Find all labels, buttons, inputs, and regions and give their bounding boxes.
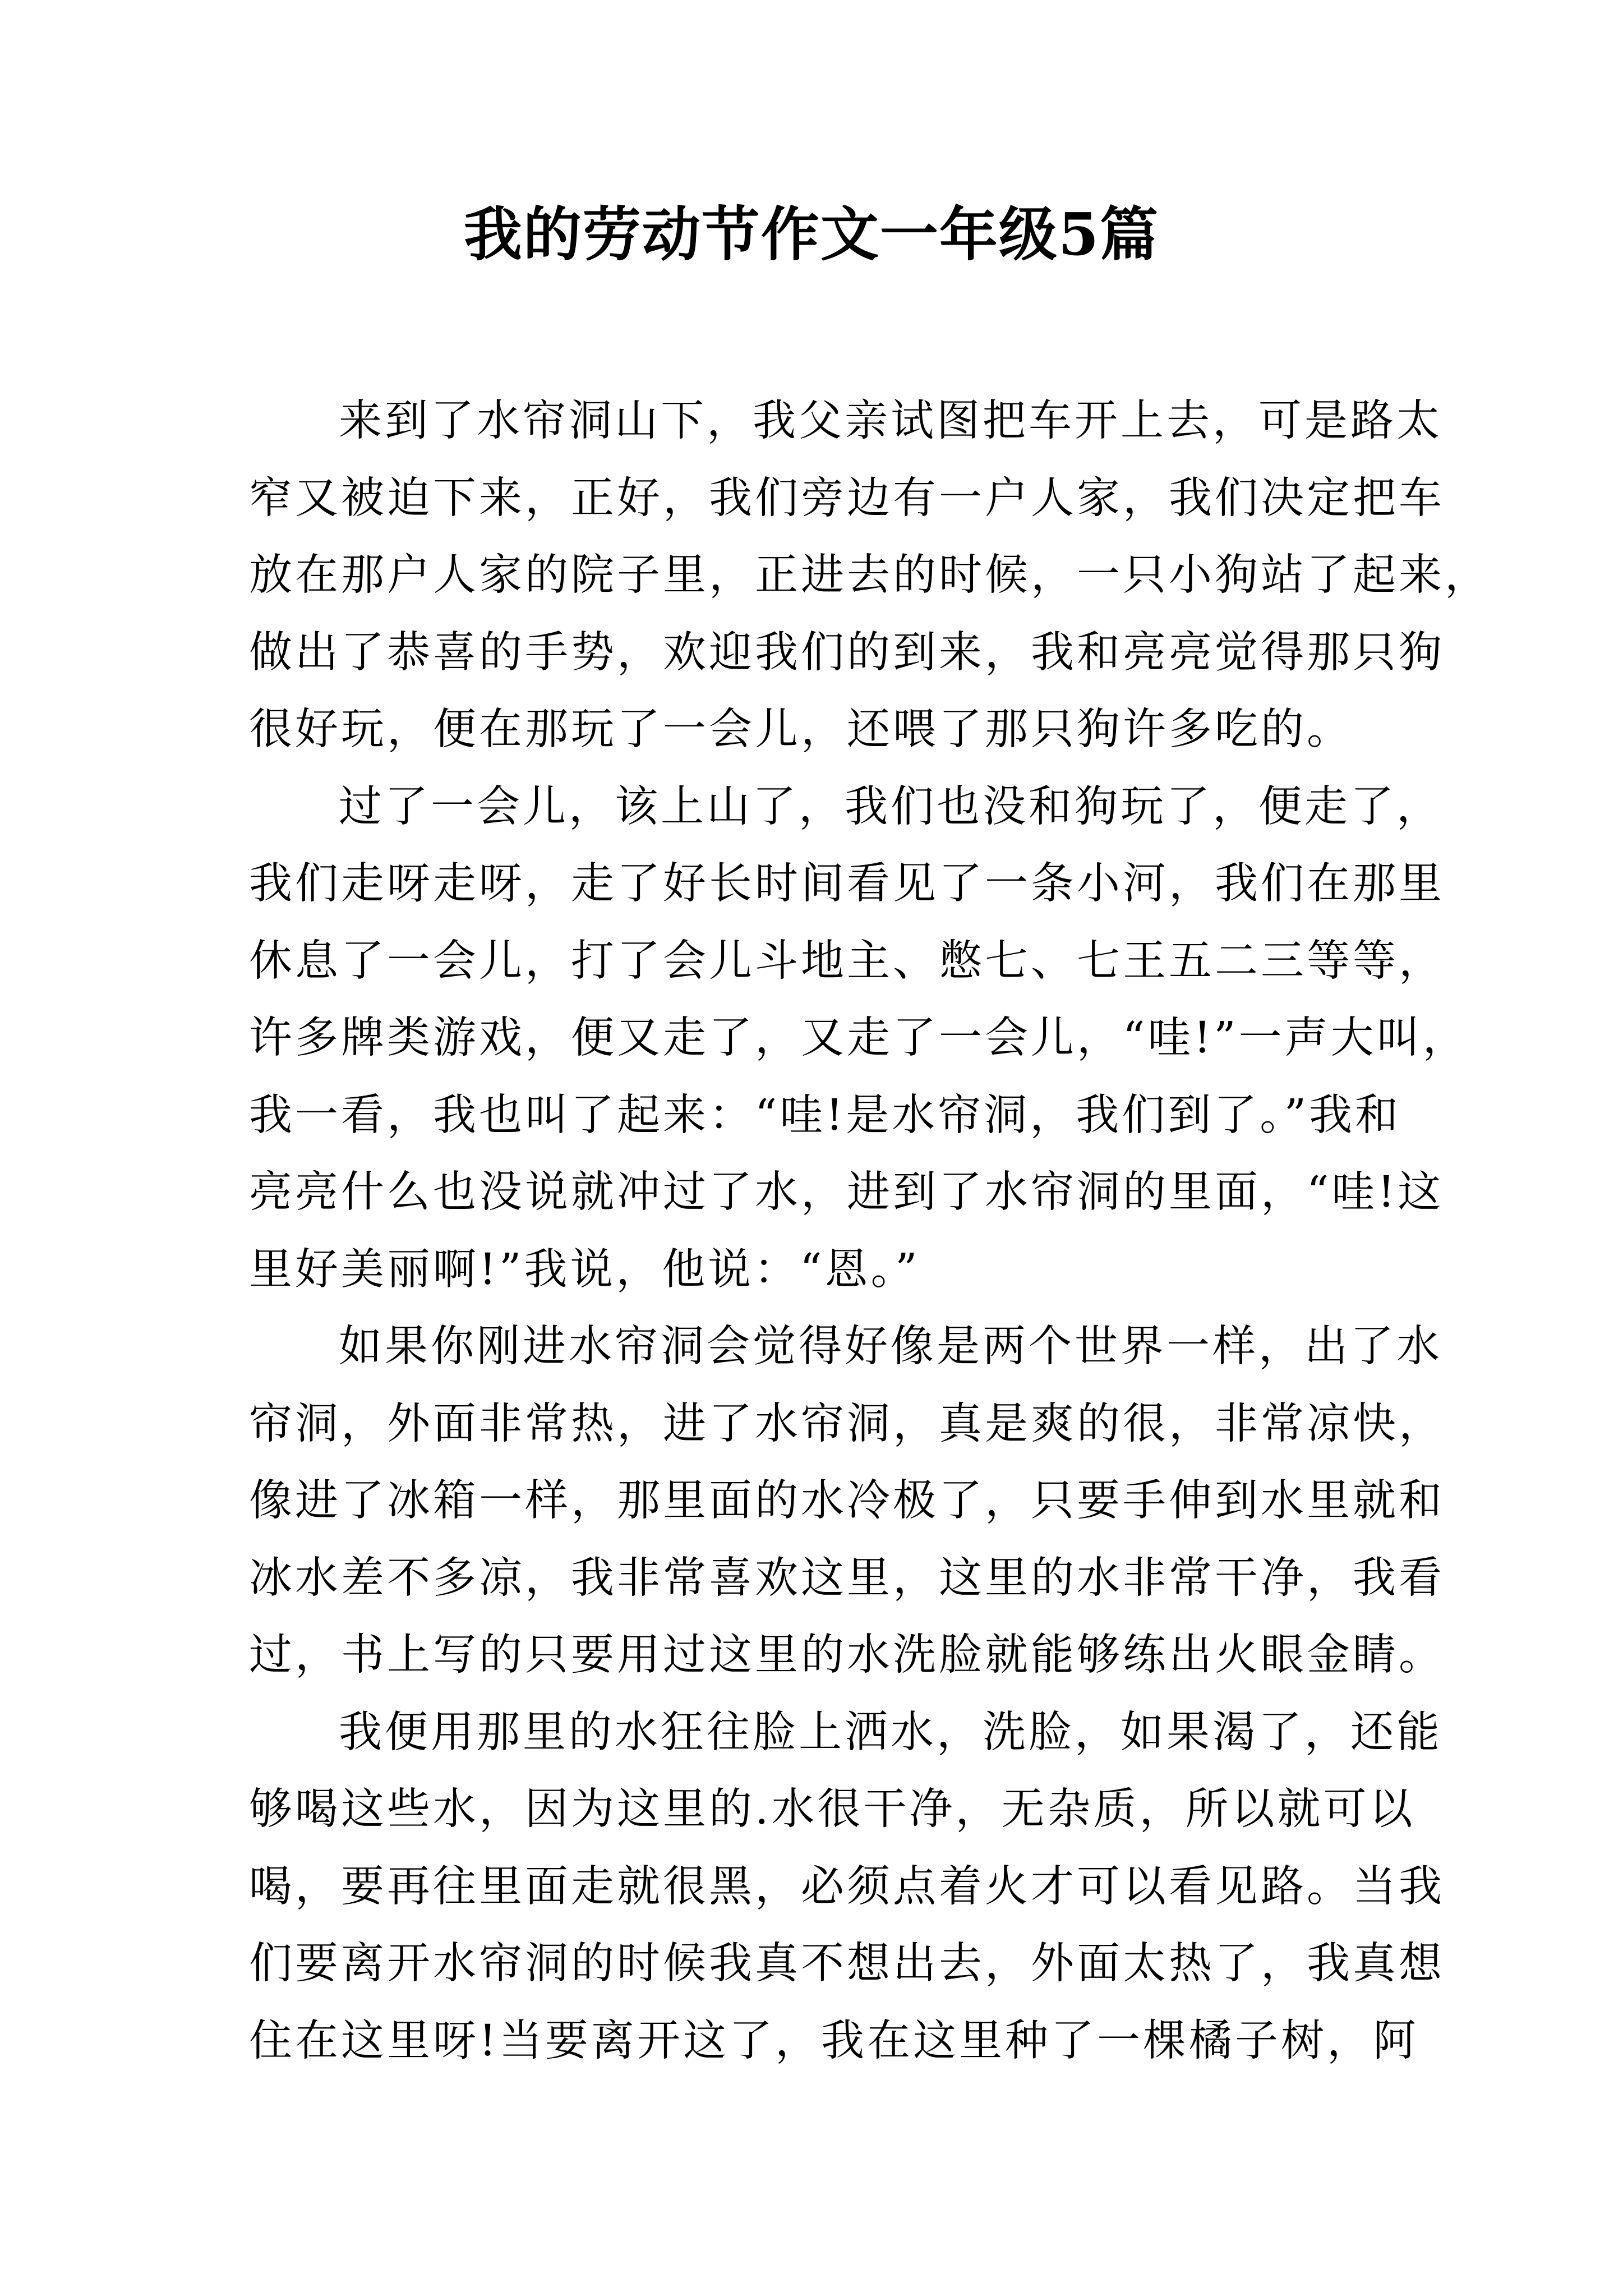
paragraph-line: 够喝这些水，因为这里的.水很干净，无杂质，所以就可以 [249, 1784, 1415, 1834]
paragraph-line: 里好美丽啊!”我说，他说：“恩。” [249, 1244, 920, 1295]
paragraph-line: 我便用那里的水狂往脸上洒水，洗脸，如果渴了，还能 [339, 1707, 1442, 1757]
paragraph-line: 许多牌类游戏，便又走了，又走了一会儿，“哇!”一声大叫， [249, 1013, 1469, 1063]
document-title: 我的劳动节作文一年级5篇 [463, 200, 1160, 269]
paragraph-line: 来到了水帘洞山下，我父亲试图把车开上去，可是路太 [339, 396, 1442, 446]
paragraph-line: 冰水差不多凉，我非常喜欢这里，这里的水非常干净，我看 [249, 1553, 1445, 1603]
paragraph-line: 像进了冰箱一样，那里面的水冷极了，只要手伸到水里就和 [249, 1476, 1445, 1526]
paragraph-line: 我们走呀走呀，走了好长时间看见了一条小河，我们在那里 [249, 859, 1445, 909]
paragraph-line: 过，书上写的只要用过这里的水洗脸就能够练出火眼金睛。 [249, 1630, 1445, 1680]
paragraph-line: 们要离开水帘洞的时候我真不想出去，外面太热了，我真想 [249, 1939, 1445, 1989]
paragraph-line: 休息了一会儿，打了会儿斗地主、憋七、七王五二三等等， [249, 936, 1445, 986]
paragraph-line: 我一看，我也叫了起来：“哇!是水帘洞，我们到了。”我和 [249, 1090, 1401, 1140]
paragraph-line: 做出了恭喜的手势，欢迎我们的到来，我和亮亮觉得那只狗 [249, 627, 1445, 678]
paragraph-line: 亮亮什么也没说就冲过了水，进到了水帘洞的里面，“哇!这 [249, 1167, 1444, 1217]
paragraph-line: 喝，要再往里面走就很黑，必须点着火才可以看见路。当我 [249, 1861, 1445, 1912]
paragraph-line: 住在这里呀!当要离开这了，我在这里种了一棵橘子树，阿 [249, 2016, 1419, 2066]
paragraph-line: 很好玩，便在那玩了一会儿，还喂了那只狗许多吃的。 [249, 705, 1353, 754]
paragraph-line: 帘洞，外面非常热，进了水帘洞，真是爽的很，非常凉快， [249, 1398, 1445, 1449]
document-body [249, 383, 1491, 2079]
paragraph-line: 如果你刚进水帘洞会觉得好像是两个世界一样，出了水 [339, 1322, 1442, 1372]
paragraph-line: 窄又被迫下来，正好，我们旁边有一户人家，我们决定把车 [249, 473, 1445, 523]
paragraph-line: 过了一会儿，该上山了，我们也没和狗玩了，便走了， [339, 781, 1442, 832]
paragraph-line: 放在那户人家的院子里，正进去的时候，一只小狗站了起来， [249, 550, 1491, 600]
